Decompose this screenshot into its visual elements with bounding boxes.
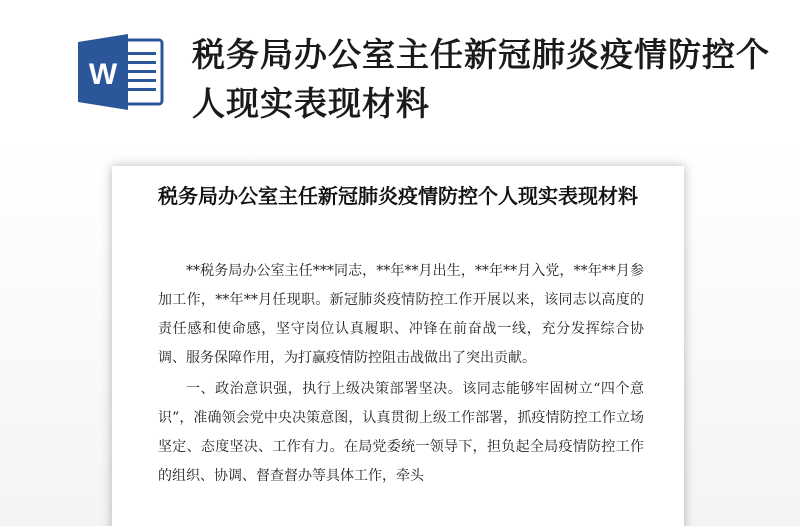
paragraph-intro: **税务局办公室主任***同志，**年**月出生，**年**月入党，**年**月参加工作，**年**月任现职。新冠肺炎疫情防控工作开展以来，该同志以高度的责任感和使命感，坚守岗位认真履职、冲锋在前奋战一线，充分发挥综合协调、服务保障作用，为打赢疫情防控阻击战做出了突出贡献。: [158, 263, 644, 366]
word-icon-letter: W: [88, 58, 118, 91]
word-document-icon: [76, 32, 164, 112]
section-text: 该同志能够牢固树立“四个意识”，准确领会党中央决策意图，认真贯彻上级工作部署，抓疫情防控工作立场坚定、态度坚决、工作有力。在局党委统一领导下，担负起全局疫情防控工作的组织、协调、督查督办等具体工作，牵头: [158, 381, 644, 484]
banner-title: 税务局办公室主任新冠肺炎疫情防控个人现实表现材料: [192, 35, 770, 123]
paragraph-section-1: [158, 375, 644, 491]
document-body: [158, 257, 644, 491]
document-page: [112, 166, 684, 526]
section-heading: 一、政治意识强，执行上级决策部署坚决。: [186, 381, 463, 397]
document-title: 税务局办公室主任新冠肺炎疫情防控个人现实表现材料: [158, 184, 638, 208]
